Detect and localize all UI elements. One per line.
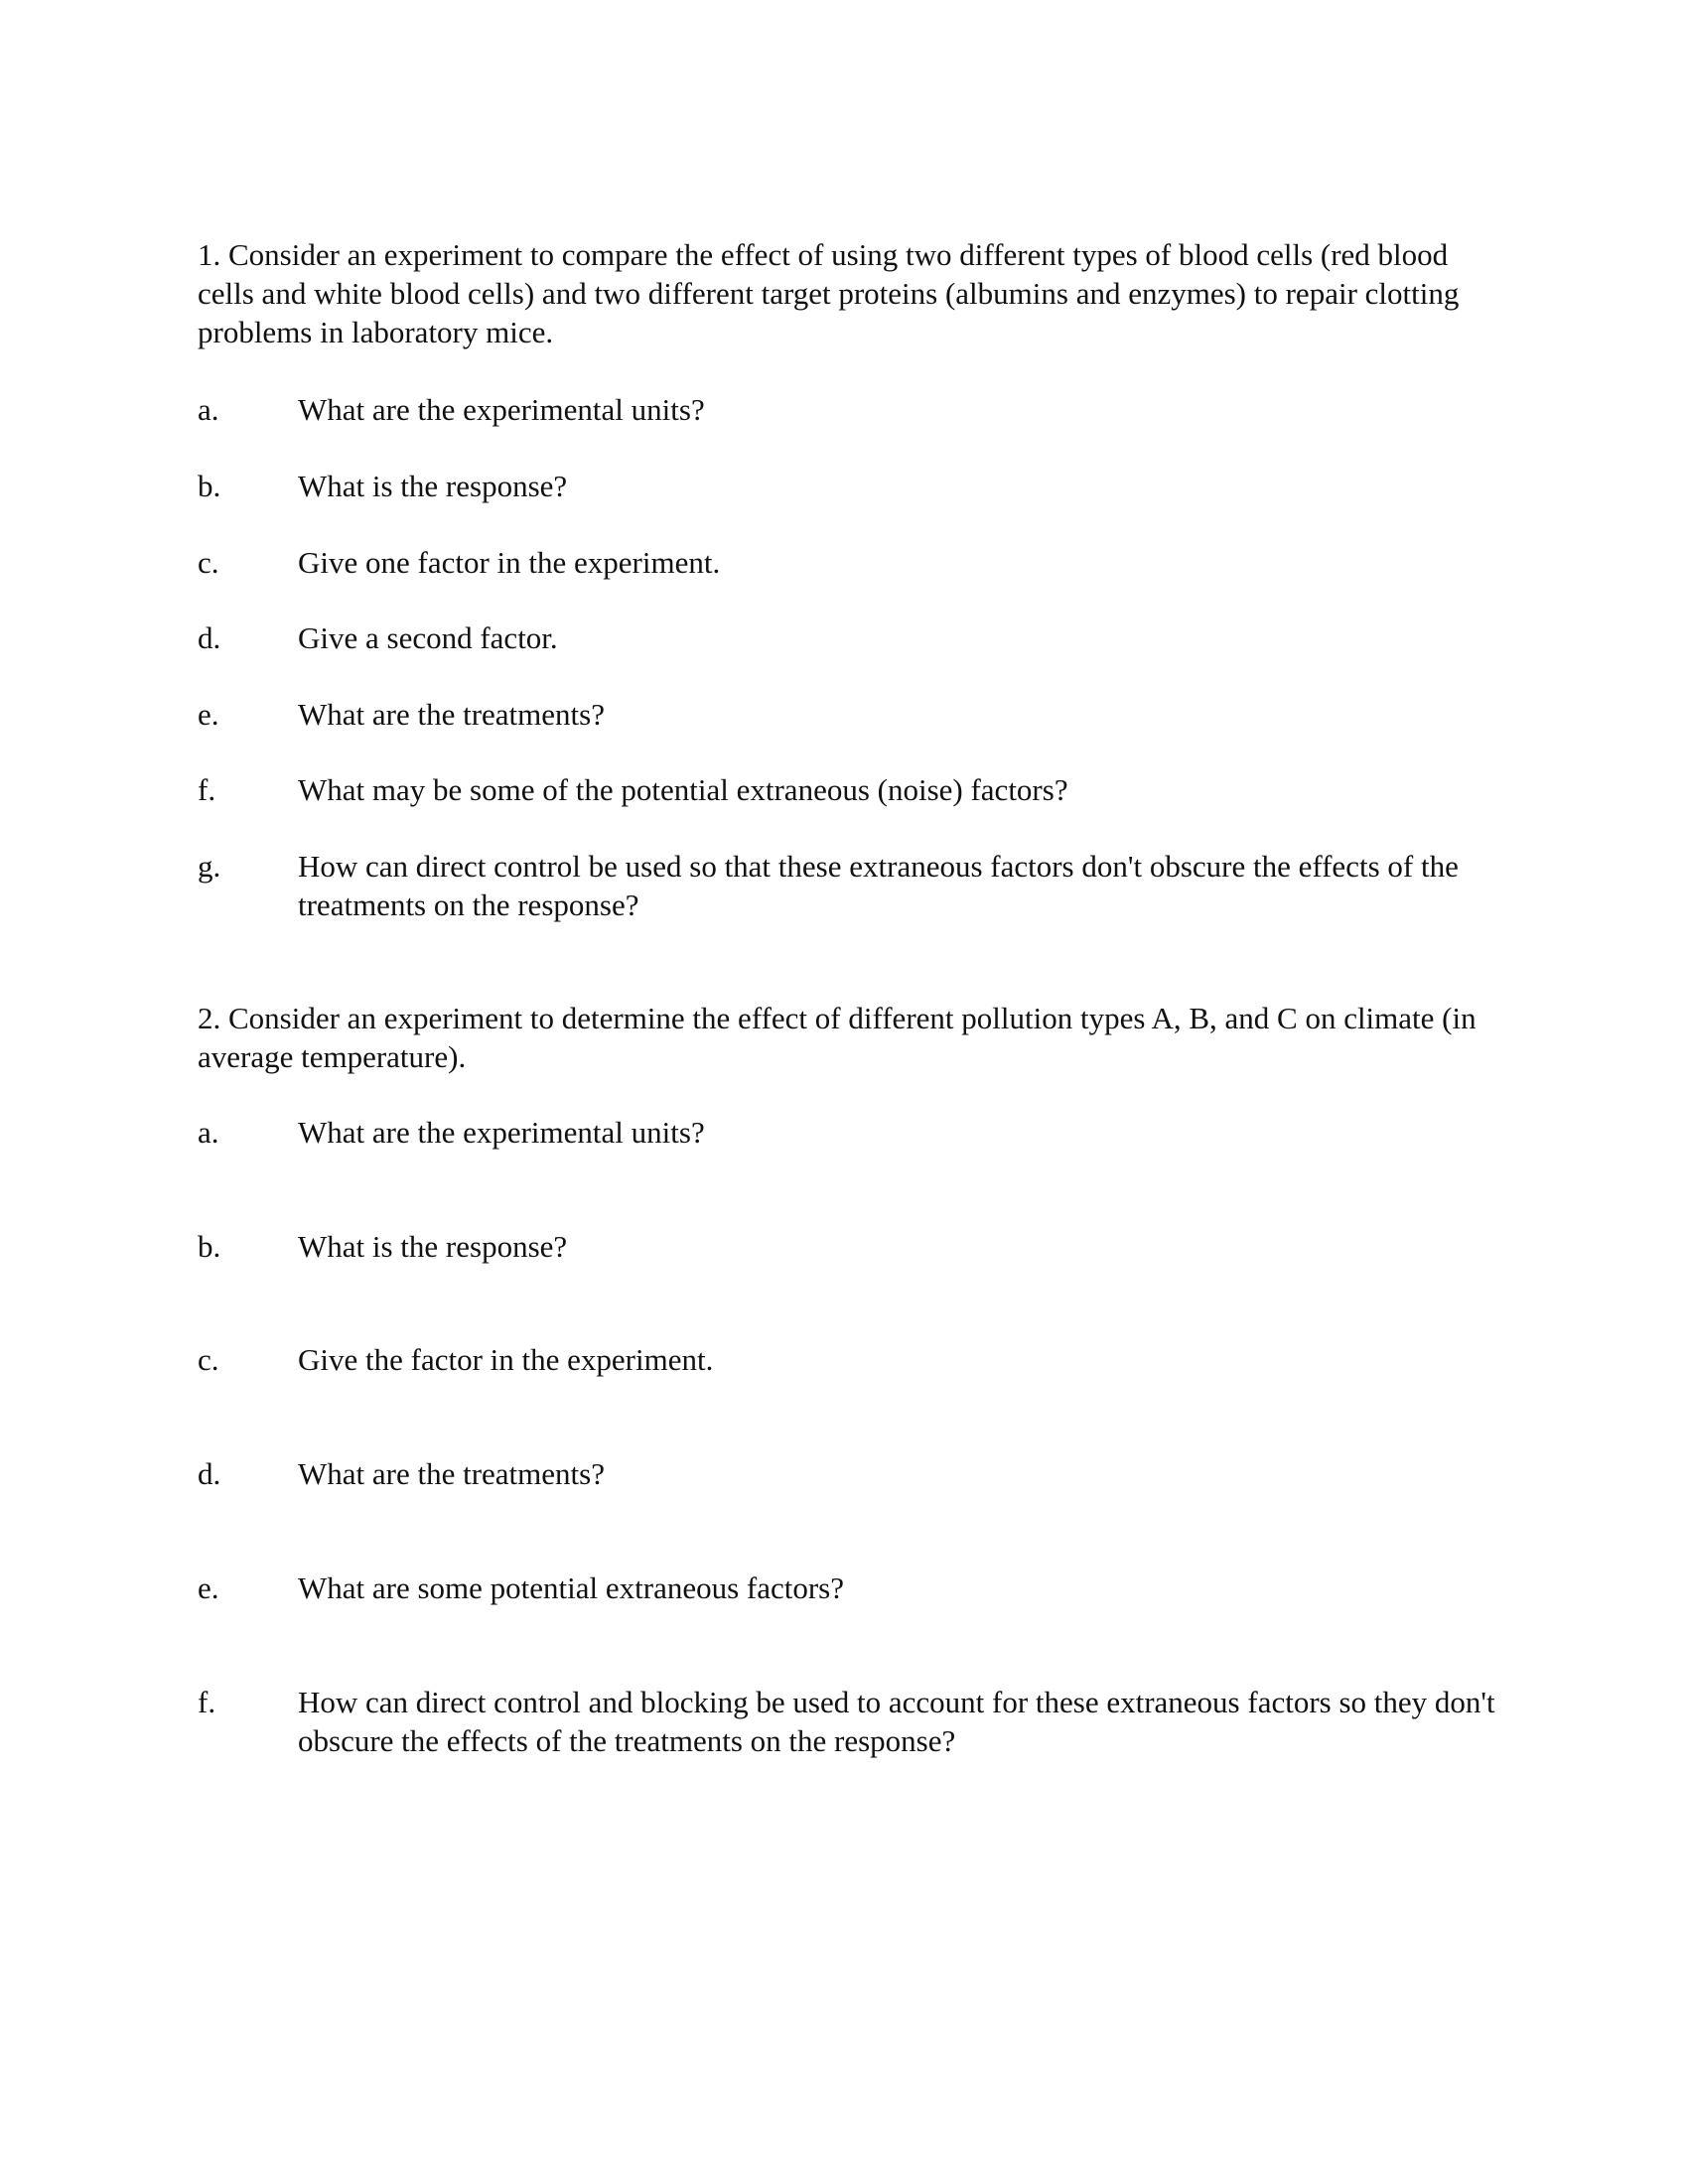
part-letter: a. [198, 1115, 219, 1150]
part-letter: g. [198, 849, 221, 884]
part-letter: f. [198, 772, 216, 807]
part-text: Give one factor in the experiment. [298, 545, 721, 580]
part-text: What is the response? [298, 1229, 568, 1264]
part-letter: a. [198, 392, 219, 427]
part-text: What are the experimental units? [298, 1115, 705, 1150]
part-letter: f. [198, 1685, 216, 1719]
question-1-intro: 1. Consider an experiment to compare the effect of using two different types of blood cells (red blood cells and white blood cells) and two different target proteins (albumins and enzymes) to repair clotting problems in laboratory mice. [198, 237, 1460, 349]
part-text: Give a second factor. [298, 620, 558, 655]
question-2-intro: 2. Consider an experiment to determine the effect of different pollution types A, B, and C on climate (in average temperature). [198, 1001, 1477, 1074]
part-text: What are the treatments? [298, 697, 605, 732]
part-letter: e. [198, 1570, 219, 1605]
part-text: How can direct control be used so that these extraneous factors don't obscure the effects of the treatments on the response? [298, 849, 1459, 922]
part-letter: d. [198, 1456, 221, 1491]
part-text: What may be some of the potential extraneous (noise) factors? [298, 772, 1068, 807]
part-text: What are the treatments? [298, 1456, 605, 1491]
part-text: What is the response? [298, 469, 568, 503]
part-text: What are the experimental units? [298, 392, 705, 427]
part-letter: e. [198, 697, 219, 732]
part-text: How can direct control and blocking be used to account for these extraneous factors so they don't obscure the effects of the treatments on the response? [298, 1685, 1495, 1758]
part-text: Give the factor in the experiment. [298, 1342, 714, 1377]
part-letter: b. [198, 469, 221, 503]
part-letter: c. [198, 1342, 219, 1377]
part-letter: c. [198, 545, 219, 580]
part-letter: b. [198, 1229, 221, 1264]
part-letter: d. [198, 620, 221, 655]
part-text: What are some potential extraneous factors? [298, 1570, 845, 1605]
